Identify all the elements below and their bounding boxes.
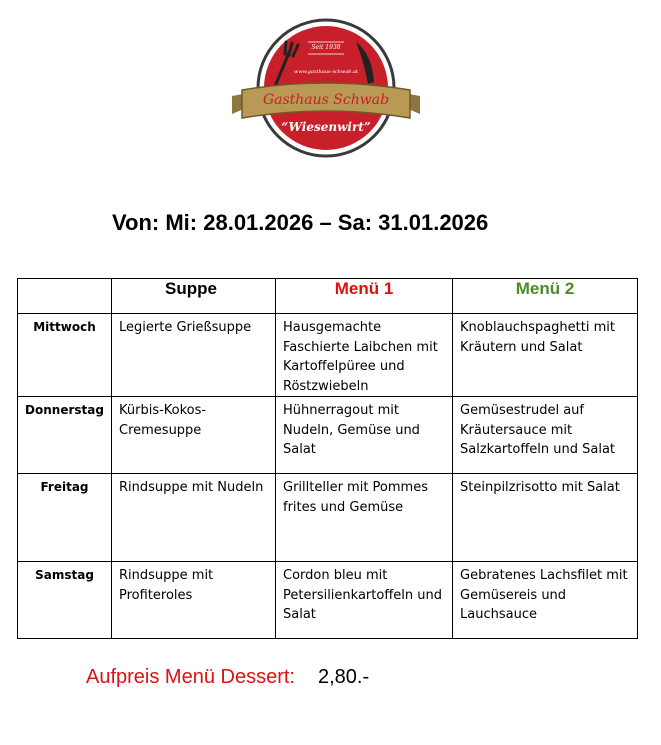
table-header-row bbox=[18, 279, 638, 314]
menu2-cell: Knoblauchspaghetti mit Kräutern und Salat bbox=[453, 314, 638, 397]
suppe-cell: Rindsuppe mit Profiteroles bbox=[112, 562, 276, 639]
header-menu2: Menü 2 bbox=[453, 279, 638, 314]
table-row bbox=[18, 314, 638, 397]
logo-since-text: Seit 1938 bbox=[311, 44, 341, 51]
logo-subtitle-text: “Wiesenwirt” bbox=[281, 120, 371, 134]
header-suppe: Suppe bbox=[112, 279, 276, 314]
suppe-cell: Kürbis-Kokos-Cremesuppe bbox=[112, 397, 276, 474]
suppe-cell: Legierte Grießsuppe bbox=[112, 314, 276, 397]
logo-graphic bbox=[228, 18, 424, 160]
day-cell: Mittwoch bbox=[18, 314, 112, 397]
menu1-cell: Hühnerragout mit Nudeln, Gemüse und Salat bbox=[276, 397, 453, 474]
day-cell: Samstag bbox=[18, 562, 112, 639]
menu1-cell: Hausgemachte Faschierte Laibchen mit Kartoffelpüree und Röstzwiebeln bbox=[276, 314, 453, 397]
surcharge-label: Aufpreis Menü Dessert: bbox=[86, 666, 295, 688]
dessert-surcharge bbox=[86, 666, 369, 689]
menu2-cell: Gemüsestrudel auf Kräutersauce mit Salzkartoffeln und Salat bbox=[453, 397, 638, 474]
surcharge-price: 2,80.- bbox=[317, 666, 370, 688]
logo-url-text: www.gasthaus-schwab.at bbox=[294, 69, 358, 75]
header-menu1: Menü 1 bbox=[276, 279, 453, 314]
table-row bbox=[18, 562, 638, 639]
menu2-cell: Steinpilzrisotto mit Salat bbox=[453, 474, 638, 562]
restaurant-logo bbox=[228, 18, 424, 160]
weekly-menu-table bbox=[17, 278, 638, 639]
table-row bbox=[18, 397, 638, 474]
menu2-cell: Gebratenes Lachsfilet mit Gemüsereis und Lauchsauce bbox=[453, 562, 638, 639]
table-row bbox=[18, 474, 638, 562]
menu1-cell: Grillteller mit Pommes frites und Gemüse bbox=[276, 474, 453, 562]
date-range-heading: Von: Mi: 28.01.2026 – Sa: 31.01.2026 bbox=[112, 210, 489, 235]
menu1-cell: Cordon bleu mit Petersilienkartoffeln und Salat bbox=[276, 562, 453, 639]
header-day bbox=[18, 279, 112, 314]
day-cell: Freitag bbox=[18, 474, 112, 562]
suppe-cell: Rindsuppe mit Nudeln bbox=[112, 474, 276, 562]
logo-name-text: Gasthaus Schwab bbox=[262, 92, 390, 108]
day-cell: Donnerstag bbox=[18, 397, 112, 474]
